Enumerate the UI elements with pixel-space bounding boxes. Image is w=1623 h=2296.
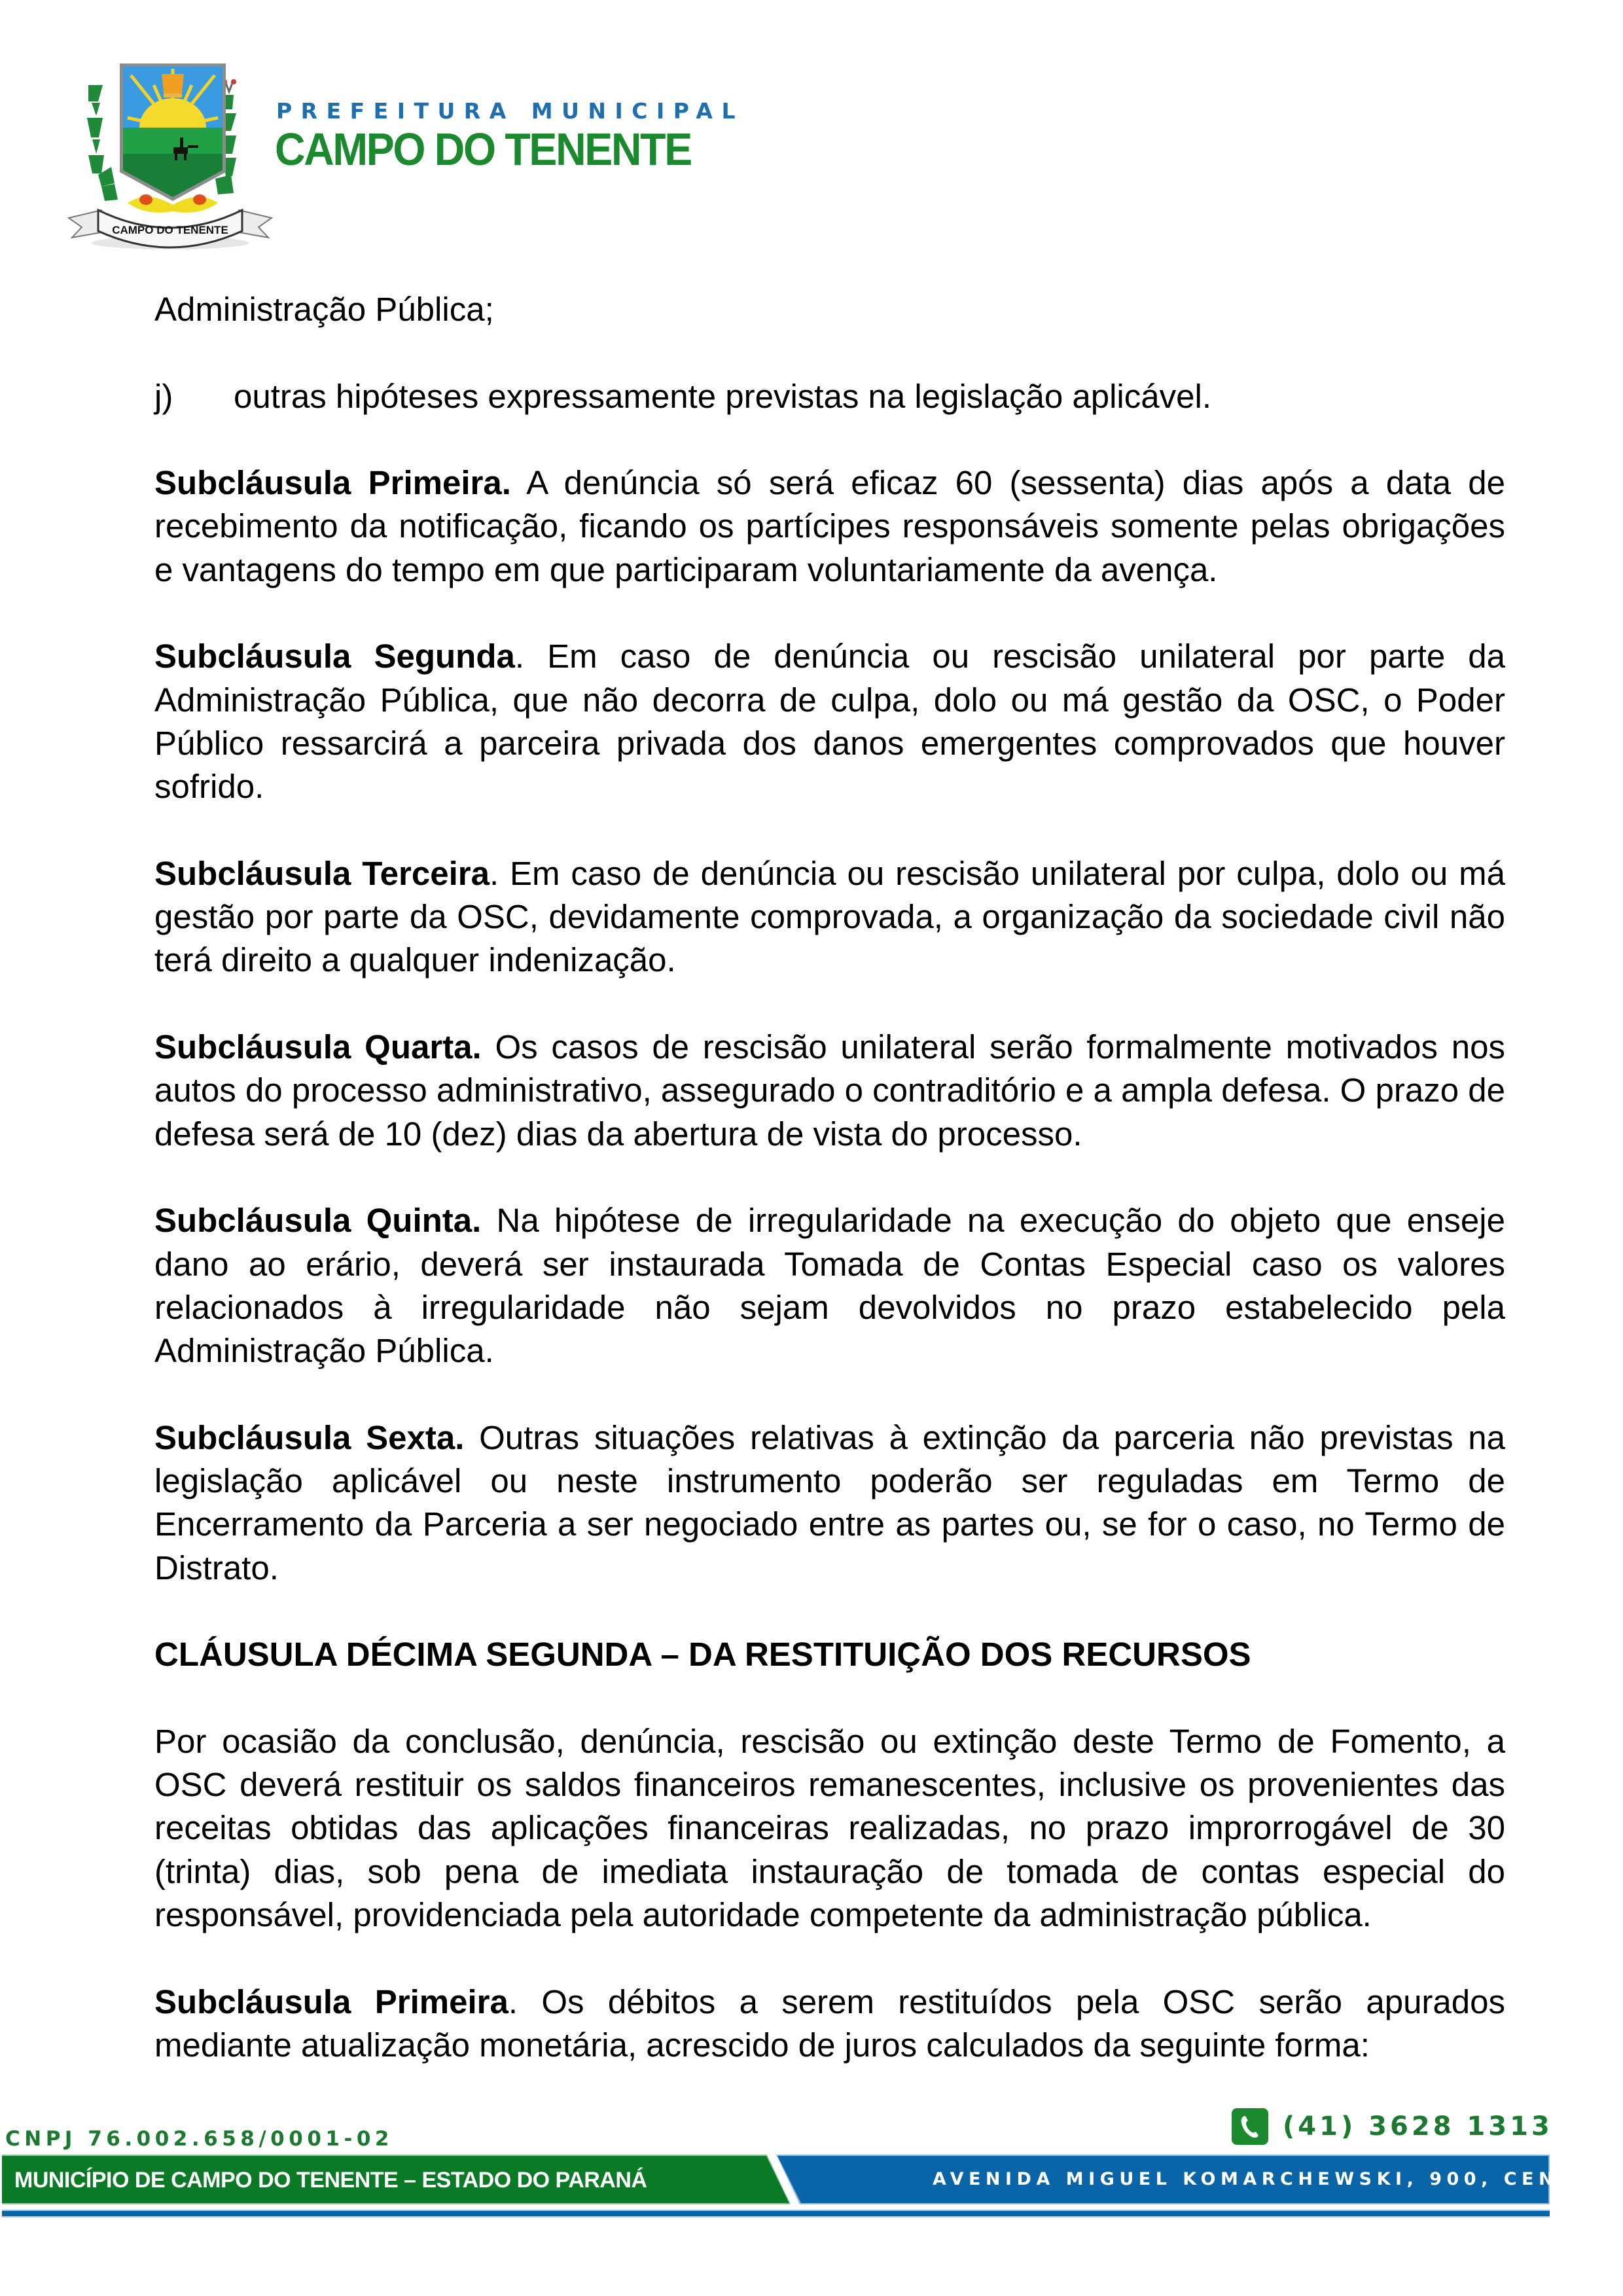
continuation-line (154, 288, 1505, 331)
phone-contact (1232, 2108, 1553, 2145)
subclause-lead: Subcláusula Sexta. (154, 1418, 465, 1456)
clause-12-subclause-primeira (154, 1981, 1505, 2068)
subclause-text: A denúncia só será eficaz 60 (sessenta) dias após a data de recebimento da notificação, ficando os partícipes responsáveis somente pelas obrigações e vantagens do tempo em que participaram voluntariamente da avença. (154, 464, 1505, 588)
phone-icon (1232, 2108, 1268, 2145)
subclause-primeira (154, 461, 1505, 592)
municipality-label: MUNICÍPIO DE CAMPO DO TENENTE – ESTADO DO PARANÁ (14, 2168, 647, 2193)
clause-12-heading: CLÁUSULA DÉCIMA SEGUNDA – DA RESTITUIÇÃO DOS RECURSOS (154, 1636, 1251, 1674)
brand-title: CAMPO DO TENENTE (275, 124, 691, 175)
address-label: AVENIDA MIGUEL KOMARCHEWSKI, 900, CENTRO (933, 2169, 1614, 2189)
continuation-text: Administração Pública; (154, 291, 494, 328)
subclause-text: . Em caso de denúncia ou rescisão unilateral por culpa, dolo ou má gestão por parte da OSC, devidamente comprovada, a organização da sociedade civil não terá direito a qualquer indenização. (154, 854, 1505, 979)
letterhead-header (0, 0, 1623, 275)
subclause-lead: Subcláusula Terceira (154, 854, 490, 892)
subclause-quarta (154, 1026, 1505, 1156)
coat-of-arms-icon (62, 56, 278, 252)
subclause-lead: Subcláusula Quinta. (154, 1202, 482, 1240)
phone-number: (41) 3628 1313 (1283, 2111, 1553, 2142)
list-item-j (154, 375, 1505, 418)
clause-12-intro: Por ocasião da conclusão, denúncia, rescisão ou extinção deste Termo de Fomento, a OSC deverá restituir os saldos financeiros remanescentes, inclusive os provenientes das receitas obtidas das aplicações financeiras realizadas, no prazo improrrogável de 30 (trinta) dias, sob pena de imediata instauração de tomada de contas especial do responsável, providenciada pela autoridade competente da administração pública. (154, 1722, 1505, 1933)
subclause-segunda (154, 635, 1505, 808)
subclause-terceira (154, 852, 1505, 982)
subclause-sexta (154, 1416, 1505, 1590)
subclause-text: . Os débitos a serem restituídos pela OSC serão apurados mediante atualização monetária, acrescido de juros calculados da seguinte forma: (154, 1982, 1506, 2064)
subclause-text: Os casos de rescisão unilateral serão formalmente motivados nos autos do processo administrativo, assegurado o contraditório e a ampla defesa. O prazo de defesa será de 10 (dez) dias da abertura de vista do processo. (154, 1028, 1505, 1153)
subclause-quinta (154, 1199, 1505, 1372)
brand-subtitle: PREFEITURA MUNICIPAL (276, 98, 745, 124)
list-marker: j) (154, 377, 173, 415)
letterhead-footer (0, 2094, 1623, 2296)
subclause-text: . Em caso de denúncia ou rescisão unilateral por parte da Administração Pública, que não decorra de culpa, dolo ou má gestão da OSC, o Poder Público ressarcirá a parceira privada dos danos emergentes comprovados que houver sofrido. (154, 637, 1505, 806)
subclause-lead: Subcláusula Quarta. (154, 1028, 482, 1066)
document-body (154, 288, 1505, 2110)
subclause-text: Outras situações relativas à extinção da parceria não previstas na legislação aplicável ou neste instrumento poderão ser reguladas em Termo de Encerramento da Parceria a ser negociado entre as partes ou, se for o caso, no Termo de Distrato. (154, 1418, 1505, 1587)
subclause-text: Na hipótese de irregularidade na execução do objeto que enseje dano ao erário, deverá ser instaurada Tomada de Contas Especial caso os valores relacionados à irregularidade não sejam devolvidos no prazo estabelecido pela Administração Pública. (154, 1202, 1505, 1370)
subclause-lead: Subcláusula Segunda (154, 637, 515, 675)
svg-text:CAMPO DO TENENTE: CAMPO DO TENENTE (112, 224, 228, 236)
cnpj-label: CNPJ 76.002.658/0001-02 (5, 2127, 393, 2151)
subclause-lead: Subcláusula Primeira (154, 1982, 508, 2020)
list-item-text: outras hipóteses expressamente previstas na legislação aplicável. (234, 377, 1211, 415)
subclause-lead: Subcláusula Primeira. (154, 464, 511, 502)
